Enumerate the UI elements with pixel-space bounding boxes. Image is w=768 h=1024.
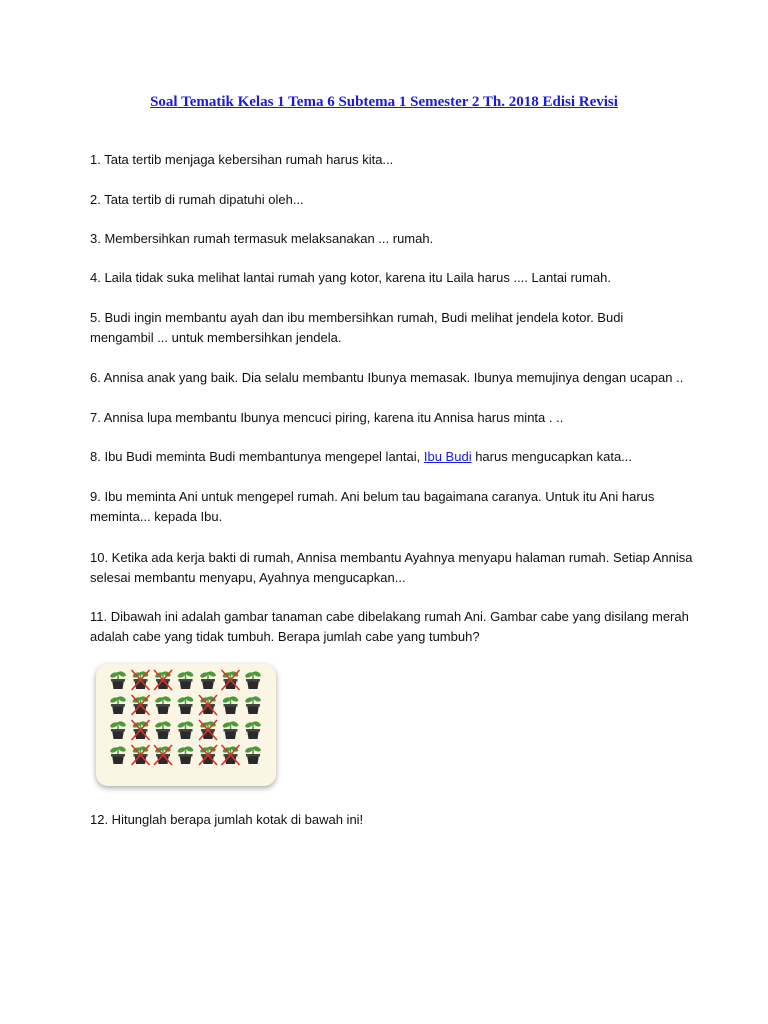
question-1 — [90, 150, 680, 170]
chili-plant — [177, 670, 194, 689]
chili-plant — [244, 695, 261, 714]
question-5-text-line-1: 5. Budi ingin membantu ayah dan ibu membersihkan rumah, Budi melihat jendela kotor. Budi — [90, 310, 624, 325]
question-1-text: 1. Tata tertib menjaga kebersihan rumah harus kita... — [90, 152, 394, 167]
question-7-text: 7. Annisa lupa membantu Ibunya mencuci piring, karena itu Annisa harus minta . .. — [90, 410, 564, 425]
question-11-text-line-1: 11. Dibawah ini adalah gambar tanaman cabe dibelakang rumah Ani. Gambar cabe yang disilang merah — [90, 609, 689, 624]
document-title-link[interactable]: Soal Tematik Kelas 1 Tema 6 Subtema 1 Semester 2 Th. 2018 Edisi Revisi — [150, 94, 618, 110]
chili-plant — [199, 695, 217, 715]
question-5 — [90, 308, 680, 348]
question-7 — [90, 408, 680, 428]
question-8-text-before: 8. Ibu Budi meminta Budi membantunya mengepel lantai, — [90, 449, 424, 464]
question-11 — [90, 607, 689, 647]
chili-plant — [222, 745, 240, 765]
chili-plant — [177, 745, 194, 764]
question-2-text: 2. Tata tertib di rumah dipatuhi oleh... — [90, 192, 304, 207]
question-8-text — [90, 447, 680, 467]
question-10-text-line-2: selesai membantu menyapu, Ayahnya mengucapkan... — [90, 570, 406, 585]
chili-plant — [132, 670, 150, 690]
chili-plant — [132, 695, 150, 715]
question-6 — [90, 368, 684, 388]
chili-plant — [177, 720, 194, 739]
chili-plant — [109, 670, 126, 689]
chili-plant — [199, 670, 216, 689]
question-2 — [90, 190, 680, 210]
question-10-text-line-1: 10. Ketika ada kerja bakti di rumah, Annisa membantu Ayahnya menyapu halaman rumah. Setiap Annisa — [90, 550, 693, 565]
chili-plant-grid — [96, 664, 276, 786]
chili-plant — [154, 695, 171, 714]
chili-plant — [132, 745, 150, 765]
chili-plant — [244, 745, 261, 764]
question-9-text-line-2: meminta... kepada Ibu. — [90, 509, 223, 524]
chili-plant — [222, 695, 239, 714]
question-6-text: 6. Annisa anak yang baik. Dia selalu membantu Ibunya memasak. Ibunya memujinya dengan ucapan .. — [90, 370, 684, 385]
chili-plant — [244, 670, 261, 689]
question-9 — [90, 487, 680, 527]
question-11-text-line-2: adalah cabe yang tidak tumbuh. Berapa jumlah cabe yang tumbuh? — [90, 629, 480, 644]
question-10 — [90, 548, 693, 588]
chili-plant — [222, 720, 239, 739]
chili-plant — [222, 670, 240, 690]
chili-plant — [199, 720, 217, 740]
question-3 — [90, 229, 680, 249]
chili-plant — [154, 670, 172, 690]
chili-plant-figure — [96, 664, 276, 786]
chili-plant — [109, 695, 126, 714]
question-4-text: 4. Laila tidak suka melihat lantai rumah yang kotor, karena itu Laila harus .... Lantai rumah. — [90, 270, 612, 285]
chili-plant — [154, 720, 171, 739]
chili-plant — [109, 745, 126, 764]
chili-plant — [177, 695, 194, 714]
chili-plant — [199, 745, 217, 765]
question-12-text: 12. Hitunglah berapa jumlah kotak di bawah ini! — [90, 812, 364, 827]
question-8 — [90, 447, 680, 467]
question-12 — [90, 810, 680, 830]
question-5-text-line-2: mengambil ... untuk membersihkan jendela. — [90, 330, 342, 345]
question-4 — [90, 268, 680, 288]
chili-plant — [132, 720, 150, 740]
chili-plant — [109, 720, 126, 739]
question-9-text-line-1: 9. Ibu meminta Ani untuk mengepel rumah. Ani belum tau bagaimana caranya. Untuk itu Ani harus — [90, 489, 655, 504]
question-3-text: 3. Membersihkan rumah termasuk melaksanakan ... rumah. — [90, 231, 434, 246]
ibu-budi-link[interactable]: Ibu Budi — [423, 449, 472, 464]
chili-plant — [244, 720, 261, 739]
chili-plant — [154, 745, 172, 765]
question-8-text-after: harus mengucapkan kata... — [471, 449, 633, 464]
